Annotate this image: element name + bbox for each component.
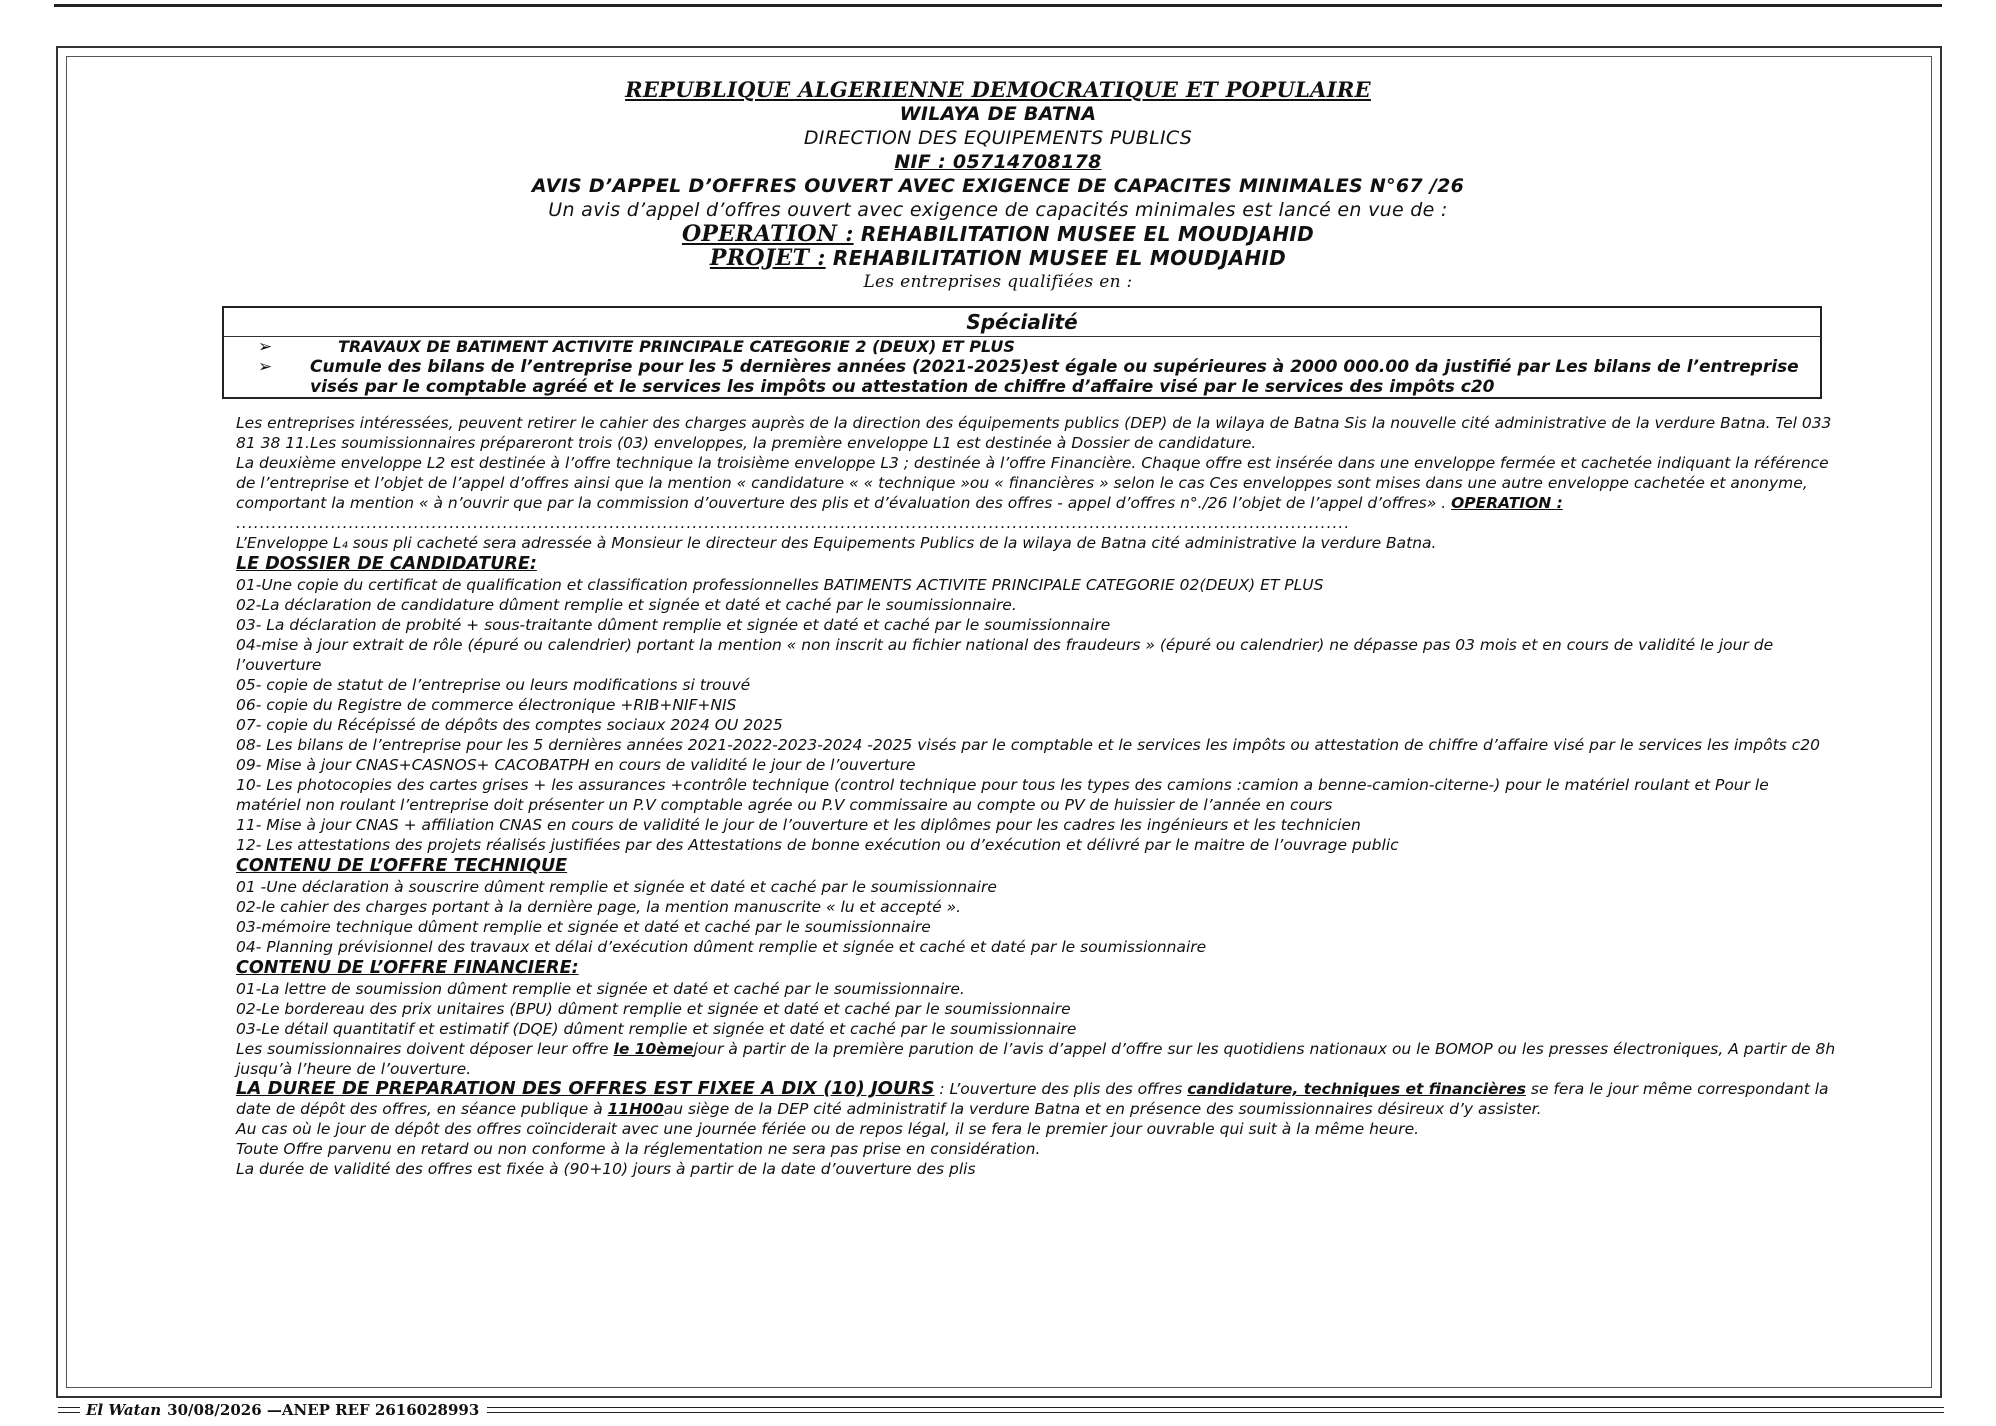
notice-header [178, 78, 1818, 294]
notice-content [178, 77, 1836, 1179]
candidature-title: LE DOSSIER DE CANDIDATURE: [236, 554, 537, 574]
duree-text-c: se fera le jour même correspondant la date de dépôt des offres, en séance publique à [236, 1080, 1829, 1118]
technique-list [236, 877, 1836, 957]
closing-line: Toute Offre parvenu en retard ou non conforme à la réglementation ne sera pas prise en considération. [236, 1140, 1041, 1158]
list-item: 06- copie du Registre de commerce électronique +RIB+NIF+NIS [236, 696, 737, 714]
arrow-bullet-icon: ➢ [258, 357, 273, 377]
list-item: 08- Les bilans de l’entreprise pour les 5 dernières années 2021-2022-2023-2024 -2025 visés par le comptable et le services les impôts ou attestation de chiffre d’affaire visé par le services les impôts c20 [236, 736, 1820, 754]
specialite-item [224, 337, 1820, 357]
arrow-bullet-icon: ➢ [258, 337, 273, 357]
list-item: 03- La déclaration de probité + sous-traitante dûment remplie et signée et daté et caché par le soumissionnaire [236, 616, 1111, 634]
list-item: 02-La déclaration de candidature dûment remplie et signée et daté et caché par le soumissionnaire. [236, 596, 1017, 614]
intro-line: Un avis d’appel d’offres ouvert avec exigence de capacités minimales est lancé en vue de : [548, 199, 1448, 221]
list-item: 12- Les attestations des projets réalisés justifiées par des Attestations de bonne exécution ou d’exécution et délivré par le maitre de l’ouvrage public [236, 836, 1399, 854]
republic-title: REPUBLIQUE ALGERIENNE DEMOCRATIQUE ET POPULAIRE [625, 77, 1371, 102]
footer-rule-right [487, 1407, 1944, 1413]
publication-reference: 30/08/2026 —ANEP REF 2616028993 [167, 1401, 480, 1419]
specialite-item-text: Cumule des bilans de l’entreprise pour les 5 dernières années (2021-2025)est égale ou supérieures à 2000 000.00 da justifié par Les bilans de l’entreprise visés par le comptable agréé et le services les impôts ou attestation de chiffre d’affaire visé par le services des impôts c20 [310, 357, 1799, 397]
duree-offers: candidature, techniques et financières [1187, 1080, 1526, 1098]
list-item: 10- Les photocopies des cartes grises + les assurances +contrôle technique (control technique pour tous les types des camions :camion a benne-camion-citerne-) pour le matériel roulant et Pour le matériel non roulant l’entreprise doit présenter un P.V comptable agrée ou P.V commissaire au compte ou PV de huissier de l’année en cours [236, 776, 1769, 814]
operation-value: REHABILITATION MUSEE EL MOUDJAHID [853, 222, 1315, 246]
duree-text-e: au siège de la DEP cité administratif la verdure Batna et en présence des soumissionnaires désireux d’y assister. [663, 1100, 1542, 1118]
qualified-line: Les entreprises qualifiées en : [863, 272, 1133, 292]
depot-text-a: Les soumissionnaires doivent déposer leur offre [236, 1040, 614, 1058]
list-item: 01 -Une déclaration à souscrire dûment remplie et signée et daté et caché par le soumissionnaire [236, 878, 997, 896]
enveloppes-operation: OPERATION : [1451, 494, 1563, 512]
financiere-title: CONTENU DE L’OFFRE FINANCIERE: [236, 958, 579, 978]
enveloppes-paragraph [236, 453, 1836, 513]
list-item: 01-Une copie du certificat de qualification et classification professionnelles BATIMENTS ACTIVITE PRINCIPALE CATEGORIE 02(DEUX) ET PLUS [236, 576, 1324, 594]
wilaya-line: WILAYA DE BATNA [899, 103, 1097, 125]
operation-line [178, 222, 1818, 246]
depot-paragraph [236, 1039, 1836, 1079]
technique-title: CONTENU DE L’OFFRE TECHNIQUE [236, 856, 568, 876]
list-item: 09- Mise à jour CNAS+CASNOS+ CACOBATPH en cours de validité le jour de l’ouverture [236, 756, 916, 774]
specialite-item [224, 357, 1820, 397]
duree-hour: 11H00 [607, 1100, 664, 1118]
list-item: 02-le cahier des charges portant à la dernière page, la mention manuscrite « lu et accepté ». [236, 898, 962, 916]
publication-footer [58, 1398, 1944, 1422]
list-item: 01-La lettre de soumission dûment remplie et signée et daté et caché par le soumissionnaire. [236, 980, 965, 998]
depot-day: le 10ème [613, 1040, 694, 1058]
list-item: 04- Planning prévisionnel des travaux et délai d’exécution dûment remplie et signée et caché et daté par le soumissionnaire [236, 938, 1207, 956]
avis-title: AVIS D’APPEL D’OFFRES OUVERT AVEC EXIGENCE DE CAPACITES MINIMALES N°67 /26 [531, 175, 1465, 197]
footer-rule-left [58, 1407, 80, 1413]
duree-text-a: : L’ouverture des plis des offres [934, 1080, 1188, 1098]
newspaper-name: El Watan [86, 1401, 162, 1419]
duree-paragraph [236, 1079, 1836, 1119]
operation-key: OPERATION : [681, 221, 854, 247]
adresse-paragraph: L’Enveloppe L₄ sous pli cacheté sera adressée à Monsieur le directeur des Equipements Publics de la wilaya de Batna cité administrative la verdure Batna. [236, 534, 1437, 552]
list-item: 03-mémoire technique dûment remplie et signée et daté et caché par le soumissionnaire [236, 918, 931, 936]
specialite-box [222, 306, 1822, 399]
direction-line: DIRECTION DES EQUIPEMENTS PUBLICS [803, 127, 1193, 149]
list-item: 03-Le détail quantitatif et estimatif (DQE) dûment remplie et signée et daté et caché par le soumissionnaire [236, 1020, 1077, 1038]
enveloppes-text: La deuxième enveloppe L2 est destinée à l’offre technique la troisième enveloppe L3 ; destinée à l’offre Financière. Chaque offre est insérée dans une enveloppe fermée et cachetée indiquant la référence de l’entreprise et l’objet de l’appel d’offres ainsi que la mention « candidature « « technique »ou « financières » selon le cas Ces enveloppes sont mises dans une autre enveloppe cachetée et anonyme, comportant la mention « à n’ouvrir que par la commission d’ouverture des plis et d’évaluation des offres - appel d’offres n°./26 l’objet de l’appel d’offres» . [236, 454, 1829, 512]
nif-line: NIF : 05714708178 [894, 151, 1102, 173]
notice-frame [56, 46, 1942, 1398]
retrait-paragraph: Les entreprises intéressées, peuvent retirer le cahier des charges auprès de la direction des équipements publics (DEP) de la wilaya de Batna Sis la nouvelle cité administrative de la verdure Batna. Tel 033 81 38 11.Les soumissionnaires prépareront trois (03) enveloppes, la première enveloppe L1 est destinée à Dossier de candidature. [236, 414, 1832, 452]
specialite-item-text: TRAVAUX DE BATIMENT ACTIVITE PRINCIPALE CATEGORIE 2 (DEUX) ET PLUS [338, 337, 1015, 356]
projet-key: PROJET : [709, 245, 826, 271]
depot-text-c: jour à partir de la première parution de l’avis d’appel d’offre sur les quotidiens nationaux ou le BOMOP ou les presses électroniques, A partir de 8h jusqu’à l’heure de l’ouverture. [236, 1040, 1836, 1078]
projet-value: REHABILITATION MUSEE EL MOUDJAHID [825, 246, 1287, 270]
list-item: 07- copie du Récépissé de dépôts des comptes sociaux 2024 OU 2025 [236, 716, 783, 734]
list-item: 11- Mise à jour CNAS + affiliation CNAS en cours de validité le jour de l’ouverture et les diplômes pour les cadres les ingénieurs et les technicien [236, 816, 1361, 834]
list-item: 02-Le bordereau des prix unitaires (BPU) dûment remplie et signée et daté et caché par le soumissionnaire [236, 1000, 1071, 1018]
dotted-line: ............................................................................................................................................................................................ [236, 514, 1351, 532]
closing-line: La durée de validité des offres est fixée à (90+10) jours à partir de la date d’ouverture des plis [236, 1160, 976, 1178]
closing-line: Au cas où le jour de dépôt des offres coïnciderait avec une journée fériée ou de repos légal, il se fera le premier jour ouvrable qui suit à la même heure. [236, 1120, 1420, 1138]
notice-body [236, 413, 1836, 1179]
duree-title: LA DUREE DE PREPARATION DES OFFRES EST FIXEE A DIX (10) JOURS [236, 1078, 935, 1099]
financiere-list [236, 979, 1836, 1039]
candidature-list [236, 575, 1836, 855]
specialite-title: Spécialité [224, 308, 1820, 337]
top-rule [54, 4, 1942, 7]
list-item: 04-mise à jour extrait de rôle (épuré ou calendrier) portant la mention « non inscrit au fichier national des fraudeurs » (épuré ou calendrier) ne dépasse pas 03 mois et en cours de validité le jour de l’ouverture [236, 636, 1774, 674]
projet-line [178, 246, 1818, 270]
list-item: 05- copie de statut de l’entreprise ou leurs modifications si trouvé [236, 676, 751, 694]
